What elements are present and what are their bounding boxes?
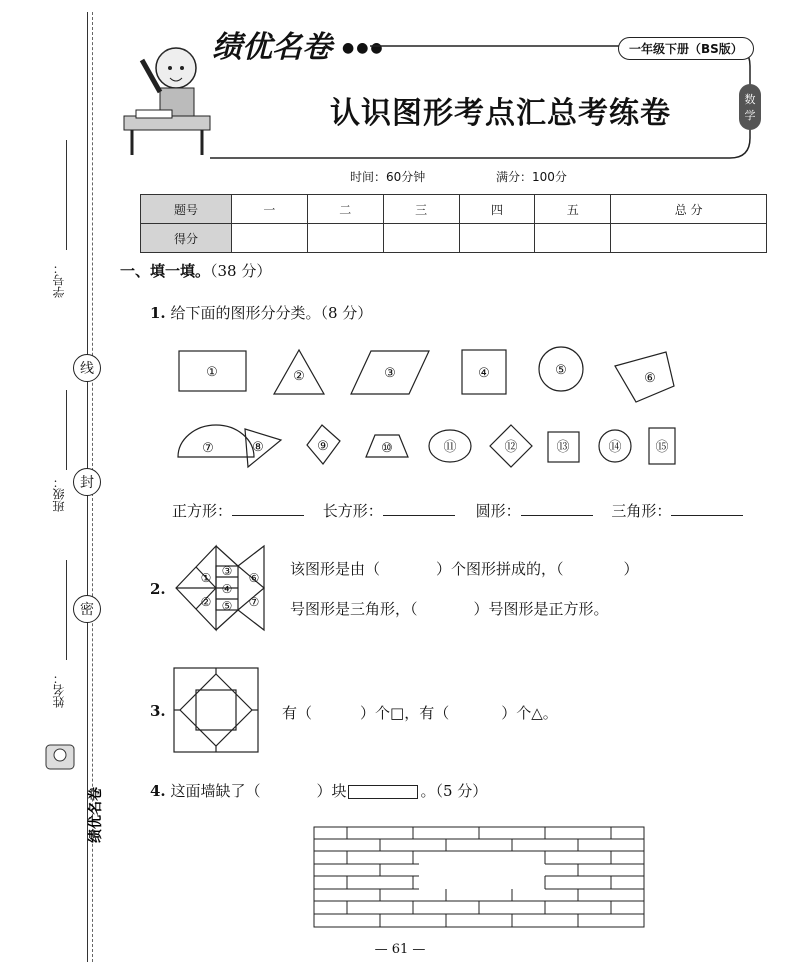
score-cell[interactable] bbox=[232, 224, 308, 253]
seal-line: 线 bbox=[73, 354, 101, 382]
student-illustration bbox=[118, 30, 218, 160]
fish-label-6: ⑥ bbox=[248, 571, 260, 585]
shape-label-3: ③ bbox=[384, 366, 396, 381]
q3-text bbox=[282, 702, 558, 723]
q3-text-a: 有（ bbox=[282, 704, 313, 722]
brand-logo: 绩优名卷 bbox=[212, 30, 332, 65]
page-title: 认识图形考点汇总考练卷 bbox=[330, 96, 671, 131]
q3-text-b: ）个□，有（ bbox=[360, 704, 450, 722]
section-1-heading bbox=[120, 260, 271, 281]
score-col-3: 三 bbox=[383, 195, 459, 224]
shape-label-8: ⑧ bbox=[252, 440, 264, 455]
shape-label-9: ⑨ bbox=[317, 439, 329, 454]
category-square-blank[interactable] bbox=[232, 515, 304, 516]
shape-label-6: ⑥ bbox=[644, 371, 656, 386]
fish-label-3: ③ bbox=[221, 564, 233, 578]
fish-label-2: ② bbox=[200, 595, 212, 609]
score-row-numbers bbox=[141, 195, 767, 224]
category-rectangle-blank[interactable] bbox=[383, 515, 455, 516]
seal-seal: 封 bbox=[73, 468, 101, 496]
subject-badge bbox=[739, 84, 761, 130]
score-head-points: 得分 bbox=[141, 224, 232, 253]
score-col-total: 总 分 bbox=[611, 195, 767, 224]
section-1-title: 一、填一填。 bbox=[120, 262, 211, 280]
score-table bbox=[140, 194, 767, 253]
q2-line-2 bbox=[290, 598, 609, 619]
student-id-label: 学号： bbox=[52, 262, 66, 298]
brick-icon bbox=[348, 785, 418, 799]
q4-text-a: 这面墙缺了（ bbox=[170, 782, 261, 800]
q3-text-c: ）个△。 bbox=[501, 704, 558, 722]
score-col-4: 四 bbox=[459, 195, 535, 224]
section-1-points: （38 分） bbox=[210, 262, 272, 280]
category-circle-label: 圆形： bbox=[475, 502, 521, 520]
q4-number: 4. bbox=[150, 782, 166, 800]
q2-text-1a: 该图形是由（ bbox=[290, 560, 381, 578]
name-label: 姓名： bbox=[52, 672, 66, 708]
q3-figure bbox=[172, 666, 262, 756]
brand-dots: ●●● bbox=[342, 40, 385, 56]
page-number: — 61 — bbox=[374, 942, 426, 957]
q2-text-2a: 号图形是三角形，（ bbox=[290, 600, 418, 618]
shape-label-11: ⑪ bbox=[443, 440, 457, 455]
q2-text-1c: ） bbox=[623, 560, 639, 578]
q4-brick-wall bbox=[313, 826, 645, 928]
q4-prompt bbox=[150, 780, 487, 801]
score-cell[interactable] bbox=[535, 224, 611, 253]
score-cell[interactable] bbox=[611, 224, 767, 253]
category-rectangle-label: 长方形： bbox=[322, 502, 383, 520]
q3-number: 3. bbox=[150, 702, 166, 720]
q1-number: 1. bbox=[150, 304, 166, 322]
side-logo-text: 绩优名卷 bbox=[88, 787, 104, 843]
shape-label-5: ⑤ bbox=[555, 363, 567, 378]
fish-label-4: ④ bbox=[221, 582, 233, 596]
shape-label-14: ⑭ bbox=[608, 440, 622, 455]
q2-fish-figure bbox=[174, 544, 274, 640]
fish-label-5: ⑤ bbox=[221, 599, 233, 613]
shape-label-13: ⑬ bbox=[556, 440, 570, 455]
subject-char-1: 数 bbox=[744, 93, 756, 106]
score-cell[interactable] bbox=[459, 224, 535, 253]
seal-secret: 密 bbox=[73, 595, 101, 623]
score-cell[interactable] bbox=[383, 224, 459, 253]
score-head-number: 题号 bbox=[141, 195, 232, 224]
shape-label-15: ⑮ bbox=[655, 440, 669, 455]
score-col-1: 一 bbox=[232, 195, 308, 224]
q1-text: 给下面的图形分分类。（8 分） bbox=[170, 304, 373, 322]
category-circle-blank[interactable] bbox=[521, 515, 593, 516]
shape-label-7: ⑦ bbox=[202, 441, 214, 456]
fish-label-1: ① bbox=[200, 571, 212, 585]
edition-badge: 一年级下册（BS版） bbox=[618, 37, 754, 60]
q1-categories bbox=[172, 500, 772, 521]
score-col-5: 五 bbox=[535, 195, 611, 224]
q1-prompt bbox=[150, 302, 372, 323]
shape-label-10: ⑩ bbox=[381, 441, 393, 456]
fish-label-7: ⑦ bbox=[248, 595, 260, 609]
side-logo-icon bbox=[38, 745, 104, 865]
name-rule bbox=[66, 560, 67, 660]
q2-number: 2. bbox=[150, 580, 166, 598]
category-triangle-label: 三角形： bbox=[611, 502, 672, 520]
score-row-points bbox=[141, 224, 767, 253]
q2-text-1b: ）个图形拼成的，（ bbox=[436, 560, 564, 578]
student-reading-icon bbox=[118, 30, 218, 160]
exam-time: 时间：60分钟 bbox=[350, 170, 426, 184]
side-logo bbox=[38, 745, 104, 865]
q4-text-b: ）块 bbox=[316, 782, 347, 800]
subject-char-2: 学 bbox=[744, 109, 756, 122]
shape-label-1: ① bbox=[206, 365, 218, 380]
q2-text-2b: ）号图形是正方形。 bbox=[473, 600, 609, 618]
shape-7-semicircle bbox=[178, 425, 254, 457]
class-rule bbox=[66, 390, 67, 470]
exam-full-score: 满分：100分 bbox=[496, 170, 567, 184]
q4-text-c: 。（5 分） bbox=[420, 782, 488, 800]
class-label: 班级： bbox=[52, 476, 66, 512]
category-square-label: 正方形： bbox=[172, 502, 233, 520]
shape-label-12: ⑫ bbox=[504, 440, 518, 455]
shape-label-4: ④ bbox=[478, 366, 490, 381]
q2-line-1 bbox=[290, 558, 639, 579]
score-cell[interactable] bbox=[307, 224, 383, 253]
score-col-2: 二 bbox=[307, 195, 383, 224]
q1-shapes bbox=[170, 340, 690, 480]
category-triangle-blank[interactable] bbox=[671, 515, 743, 516]
student-id-rule bbox=[66, 140, 67, 250]
shape-label-2: ② bbox=[293, 369, 305, 384]
